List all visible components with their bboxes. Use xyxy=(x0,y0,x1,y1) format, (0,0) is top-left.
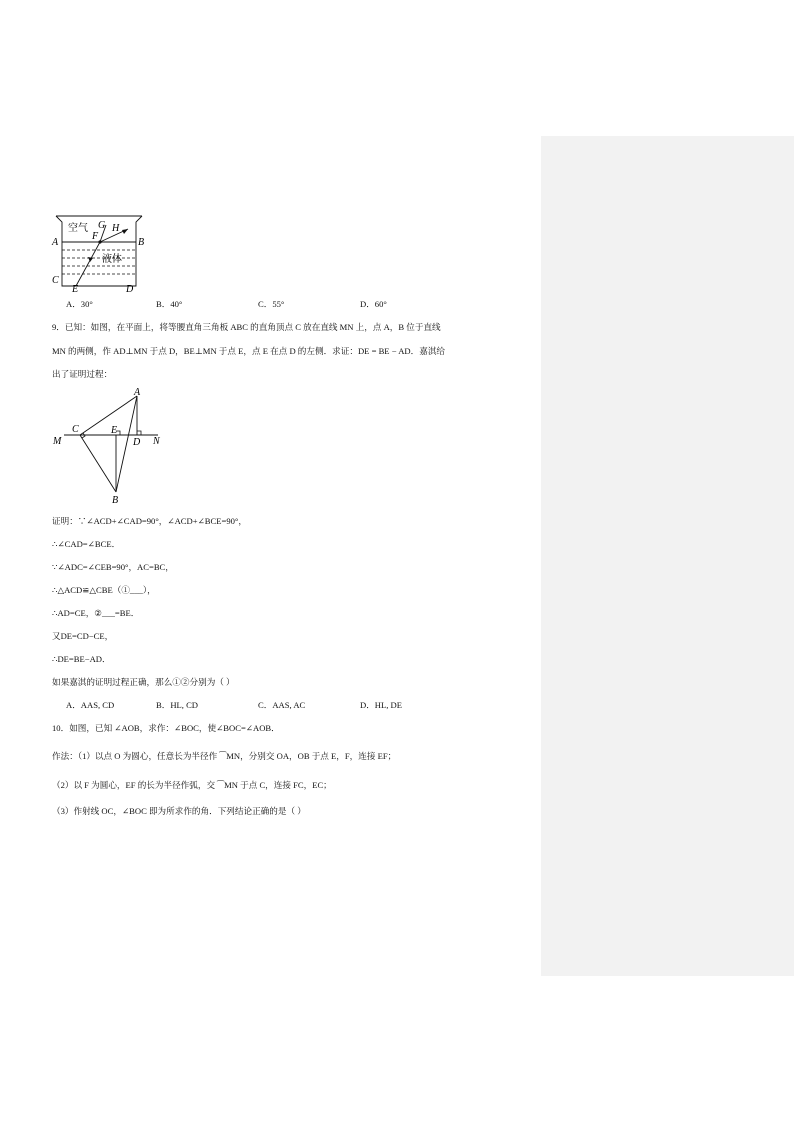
q8-option-c: C．55° xyxy=(258,299,285,309)
proof-line-7: ∴DE=BE−AD． xyxy=(52,654,111,664)
proof-line-5: ∴AD=CE，②___=BE． xyxy=(52,608,140,618)
label-liquid: 液体 xyxy=(102,254,122,265)
proof-line-2: ∴∠CAD=∠BCE． xyxy=(52,539,121,549)
q10-line-2: 作法：（1）以点 O 为圆心，任意长为半径作 ⁀MN，分别交 OA，OB 于点 E，F，连接 EF； xyxy=(52,751,397,761)
label-a2: A xyxy=(134,387,141,398)
q9-line-2: MN 的两侧，作 AD⊥MN 于点 D，BE⊥MN 于点 E，点 E 在点 D 的左侧．求证：DE = BE − AD．嘉淇给 xyxy=(52,346,446,356)
q10-line-4: （3）作射线 OC，∠BOC 即为所求作的角．下列结论正确的是（ ） xyxy=(52,806,306,816)
label-c: C xyxy=(52,275,59,286)
q9-line-1: 9．已知：如图，在平面上，将等腰直角三角板 ABC 的直角顶点 C 放在直线 MN 上，点 A，B 位于直线 xyxy=(52,322,441,332)
label-e2: E xyxy=(111,425,118,436)
q9-option-a: A．AAS, CD xyxy=(66,700,115,710)
q8-option-d: D．60° xyxy=(360,299,387,309)
proof-line-1: 证明：∵∠ACD+∠CAD=90°，∠ACD+∠BCE=90°， xyxy=(52,516,247,526)
figure-container xyxy=(50,212,150,292)
q9-option-c: C．AAS, AC xyxy=(258,700,306,710)
label-d: D xyxy=(126,284,134,292)
q8-option-b: B．40° xyxy=(156,299,183,309)
label-h: H xyxy=(112,223,120,234)
label-c2: C xyxy=(72,424,79,435)
label-m: M xyxy=(53,436,62,447)
label-a: A xyxy=(52,237,59,248)
q8-option-a: A．30° xyxy=(66,299,93,309)
comment-pane xyxy=(541,136,794,976)
label-air: 空气 xyxy=(68,223,88,234)
q10-line-1: 10．如图，已知 ∠AOB，求作：∠BOC，使∠BOC=∠AOB． xyxy=(52,723,280,733)
figure-triangle xyxy=(50,386,170,508)
proof-line-4: ∴△ACD≌△CBE（①___）， xyxy=(52,585,156,595)
label-e: E xyxy=(72,284,79,292)
label-f: F xyxy=(92,231,99,242)
q10-line-3: （2）以 F 为圆心，EF 的长为半径作弧，交 ⁀MN 于点 C，连接 FC，EC； xyxy=(52,780,332,790)
proof-line-8: 如果嘉淇的证明过程正确，那么①②分别为（ ） xyxy=(52,677,235,687)
label-n: N xyxy=(153,436,160,447)
q9-line-3: 出了证明过程： xyxy=(52,369,113,379)
label-g: G xyxy=(98,220,106,231)
proof-line-3: ∵∠ADC=∠CEB=90°，AC=BC， xyxy=(52,562,174,572)
q9-option-b: B．HL, CD xyxy=(156,700,199,710)
proof-line-6: 又DE=CD−CE， xyxy=(52,631,114,641)
label-b: B xyxy=(138,237,145,248)
q9-option-d: D．HL, DE xyxy=(360,700,403,710)
label-b2: B xyxy=(112,495,119,506)
label-d2: D xyxy=(133,437,141,448)
